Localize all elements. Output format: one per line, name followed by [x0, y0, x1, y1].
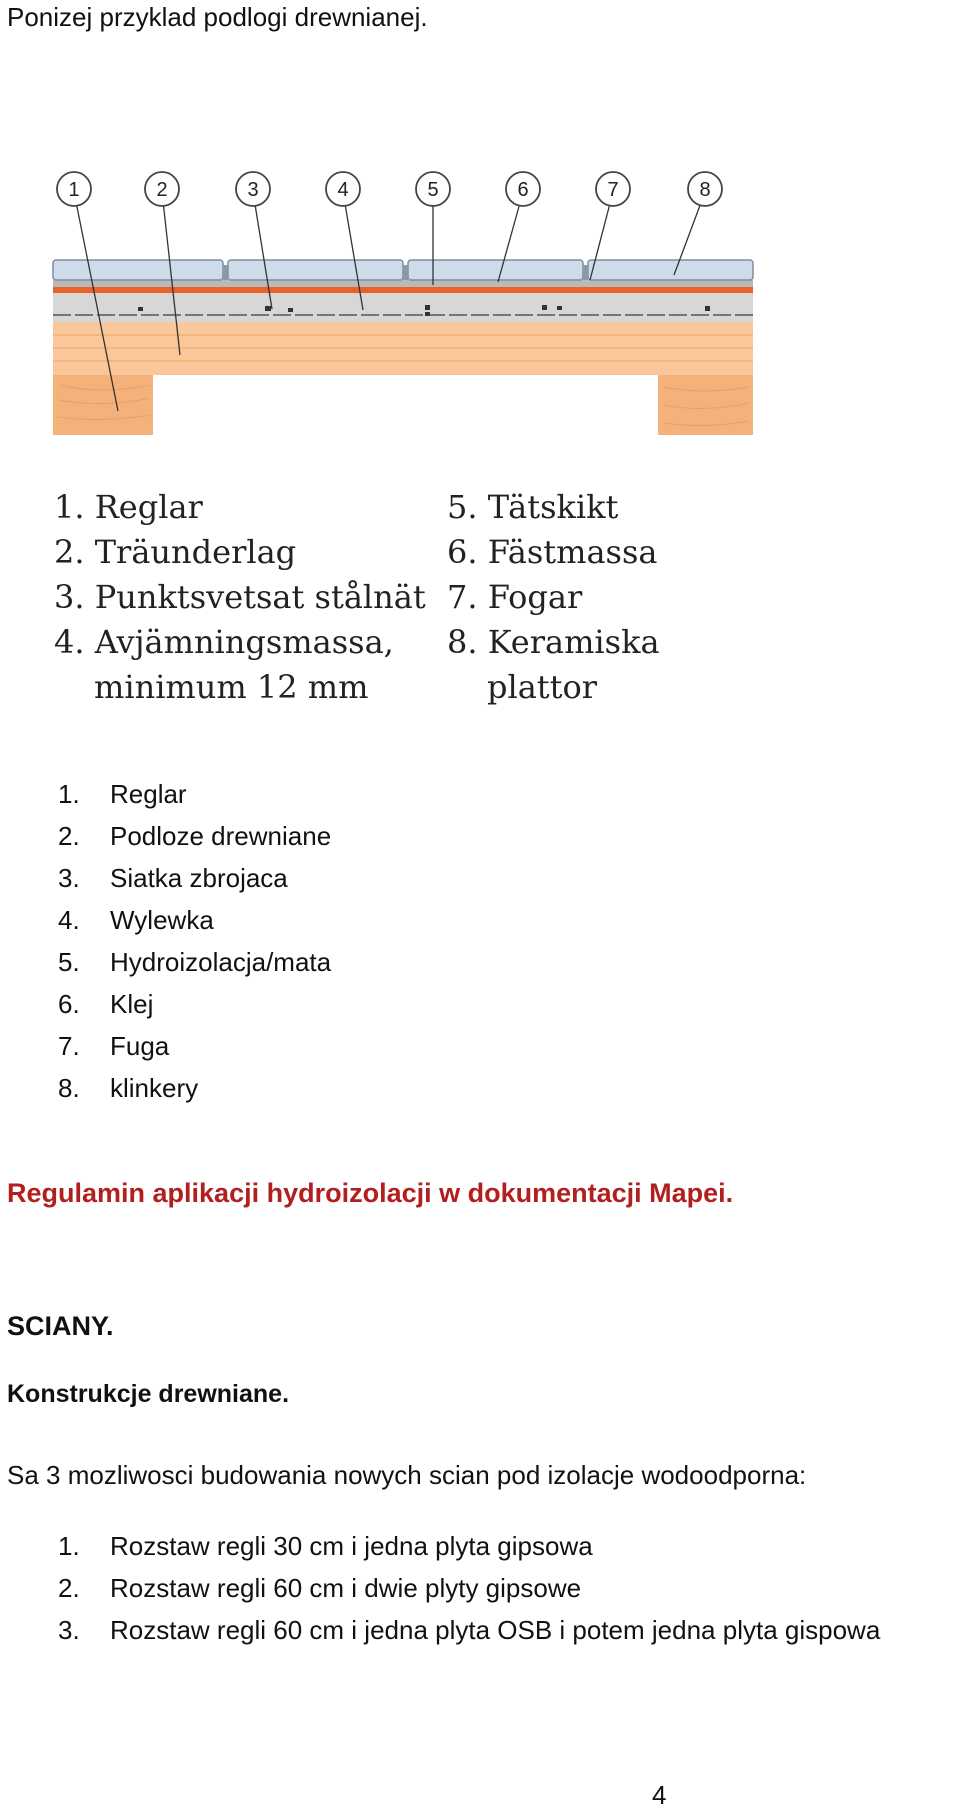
list-number: 1.	[58, 779, 80, 809]
list-item	[7, 815, 331, 857]
legend-item: 4. Avjämningsmassa,	[54, 623, 394, 661]
callout-label: 2	[156, 179, 168, 201]
list-number: 2.	[58, 821, 80, 851]
list-number: 4.	[58, 905, 80, 935]
list-label: Rozstaw regli 60 cm i dwie plyty gipsowe	[110, 1573, 582, 1603]
callout-label: 7	[607, 179, 619, 201]
wooden-floor-diagram	[50, 165, 760, 435]
list-item	[7, 1525, 880, 1567]
list-number: 6.	[58, 989, 80, 1019]
adhesive-layer	[53, 280, 753, 287]
callout-label: 8	[699, 179, 711, 201]
list-label: Rozstaw regli 30 cm i jedna plyta gipsowa	[110, 1531, 593, 1561]
list-label: Fuga	[110, 1031, 170, 1061]
list-label: Wylewka	[110, 905, 214, 935]
list-label: Rozstaw regli 60 cm i jedna plyta OSB i potem jedna plyta gispowa	[110, 1615, 881, 1645]
list-item	[7, 983, 331, 1025]
mapei-heading: Regulamin aplikacji hydroizolacji w dokumentacji Mapei.	[7, 1178, 734, 1208]
list-label: Podloze drewniane	[110, 821, 332, 851]
legend-item: plattor	[487, 668, 598, 706]
wall-options-list	[7, 1525, 880, 1651]
list-label: Klej	[110, 989, 154, 1019]
list-number: 2.	[58, 1573, 80, 1603]
list-number: 1.	[58, 1531, 80, 1561]
figure-legend-right	[447, 485, 660, 710]
membrane-layer	[53, 287, 753, 293]
list-item	[7, 899, 331, 941]
list-label: Reglar	[110, 779, 187, 809]
list-label: klinkery	[110, 1073, 199, 1103]
legend-item: 6. Fästmassa	[447, 533, 658, 571]
list-label: Siatka zbrojaca	[110, 863, 288, 893]
list-item	[7, 1609, 880, 1651]
list-label: Hydroizolacja/mata	[110, 947, 332, 977]
page-number: 4	[652, 1780, 667, 1810]
list-number: 8.	[58, 1073, 80, 1103]
list-number: 3.	[58, 863, 80, 893]
legend-item: 7. Fogar	[447, 578, 583, 616]
legend-item: 8. Keramiska	[447, 623, 660, 661]
walls-intro-text: Sa 3 mozliwosci budowania nowych scian pod izolacje wodoodporna:	[7, 1460, 807, 1490]
legend-item: 5. Tätskikt	[447, 488, 619, 526]
list-item	[7, 941, 331, 983]
list-item	[7, 857, 331, 899]
leveling-layer	[53, 293, 753, 322]
legend-item: minimum 12 mm	[94, 668, 369, 706]
callout-label: 5	[427, 179, 439, 201]
joist-left	[53, 375, 153, 435]
list-number: 7.	[58, 1031, 80, 1061]
list-item	[7, 773, 331, 815]
list-item	[7, 1025, 331, 1067]
callout-label: 4	[337, 179, 349, 201]
list-number: 3.	[58, 1615, 80, 1645]
subsection-title: Konstrukcje drewniane.	[7, 1380, 290, 1408]
callout-label: 3	[247, 179, 259, 201]
callout-label: 6	[517, 179, 529, 201]
section-title: SCIANY.	[7, 1311, 114, 1341]
legend-item: 2. Träunderlag	[54, 533, 297, 571]
legend-item: 1. Reglar	[54, 488, 203, 526]
list-item	[7, 1567, 880, 1609]
list-number: 5.	[58, 947, 80, 977]
legend-item: 3. Punktsvetsat stålnät	[54, 578, 426, 616]
figure-legend-left	[54, 485, 426, 710]
callout-label: 1	[68, 179, 80, 201]
list-item	[7, 1067, 331, 1109]
floor-layers-list	[7, 773, 331, 1109]
intro-text: Ponizej przyklad podlogi drewnianej.	[7, 2, 428, 32]
